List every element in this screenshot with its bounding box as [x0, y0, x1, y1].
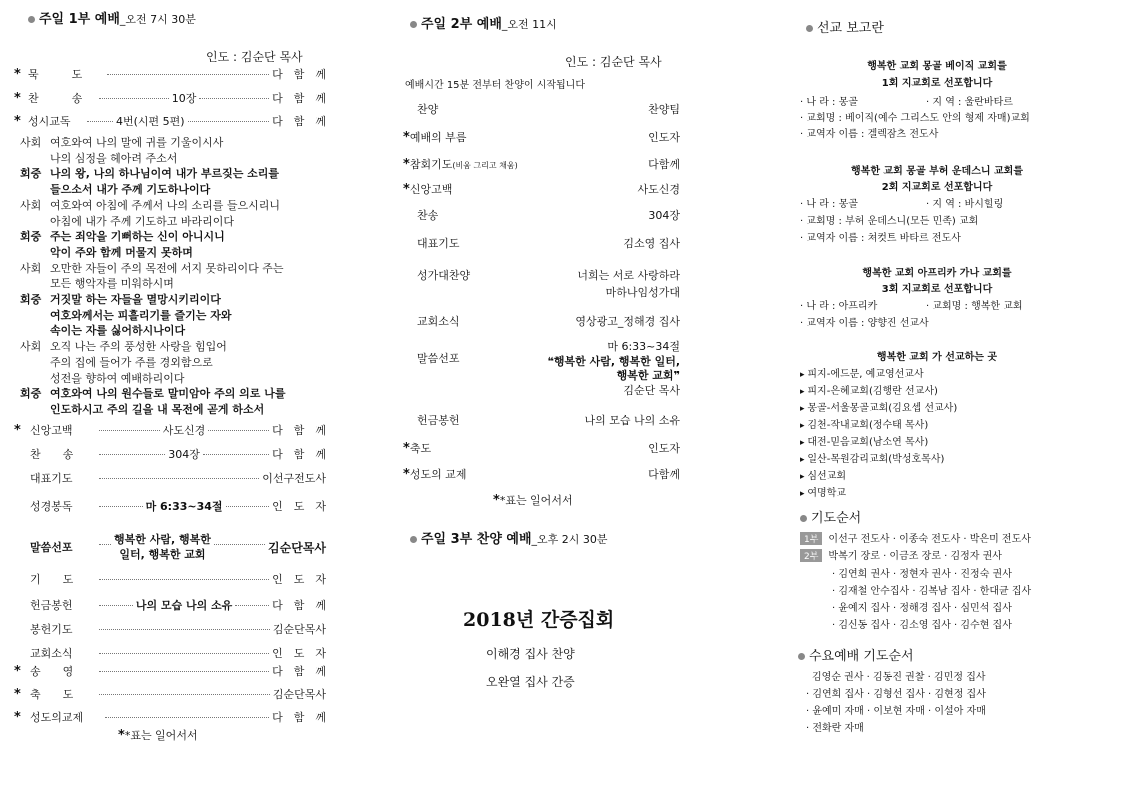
- order-item: [14, 66, 326, 82]
- order-value: 인도자: [648, 131, 680, 144]
- service2-title: 주일 2부 예배: [421, 17, 502, 32]
- order-label: 성도의 교제: [409, 468, 467, 481]
- service2-leader: 인도 : 김순단 목사: [565, 55, 662, 69]
- order-label: 헌금봉헌: [30, 599, 73, 612]
- mission-place: ▸ 일산-목원감리교회(박성호목사): [800, 450, 944, 465]
- order-label: 성가대찬양: [417, 269, 471, 282]
- order-item: [14, 621, 326, 637]
- service3-heading: [410, 528, 608, 547]
- service3-title: 주일 3부 찬양 예배: [421, 532, 532, 547]
- prayer-names: · 김신동 집사 · 김소영 집사 · 김수현 집사: [832, 616, 1012, 631]
- sermon-preacher: 김순단 목사: [623, 383, 680, 397]
- order-label: 헌금봉헌: [417, 414, 460, 427]
- order-item: [14, 686, 326, 702]
- mission-place: ▸ 김천-작내교회(정수태 목사): [800, 416, 928, 431]
- mission-place: ▸ 여명학교: [800, 484, 846, 499]
- order-value: 김순단목사: [268, 540, 326, 555]
- order-label: 말씀선포: [417, 352, 460, 365]
- mission-header: 3회 지교회로 선포합니다: [881, 284, 993, 295]
- order-value: 인도자: [648, 442, 680, 455]
- stand-note: **표는 일어서서: [493, 493, 573, 508]
- order-label: 성시교독: [28, 115, 71, 128]
- order-label: 성도의교제: [30, 711, 84, 724]
- order-value: 김소영 집사: [623, 237, 680, 250]
- bullet-dot-icon: [410, 21, 417, 28]
- wed-prayer-heading: [798, 645, 914, 664]
- mission-place: ▸ 심선교회: [800, 467, 846, 482]
- order-mid: 마 6:33~34절: [145, 500, 223, 513]
- order-item: [14, 571, 326, 587]
- order-mid: 304장: [168, 448, 200, 461]
- reading-text: 오만한 자들이 주의 목전에 서지 못하리이다 주는: [50, 261, 284, 275]
- reading-speaker: 사회: [20, 261, 42, 275]
- sermon-row: [403, 340, 680, 398]
- order-value: 나의 모습 나의 소유: [584, 414, 680, 427]
- choir-song: 너희는 서로 사랑하라: [577, 269, 680, 282]
- service3-time: _오후 2시 30분: [531, 533, 608, 546]
- order-label: 기 도: [30, 573, 74, 586]
- stand-mark: *: [403, 130, 410, 145]
- order-value: 이선구전도사: [262, 472, 326, 485]
- order-label: 대표기도: [30, 472, 73, 485]
- order-label: 신앙고백: [409, 183, 453, 196]
- order-item: [14, 422, 326, 438]
- reading-text: 여호와께서는 피흘리기를 즐기는 자와: [50, 308, 232, 322]
- stand-mark: *: [14, 687, 21, 702]
- offering-row: [403, 412, 680, 428]
- bullet-dot-icon: [798, 653, 805, 660]
- order-label: 축도: [409, 442, 432, 455]
- order-item: [403, 129, 680, 145]
- service1-heading: [28, 8, 196, 27]
- wed-prayer-names: 김영순 권사 · 김동진 권찰 · 김민정 집사: [812, 672, 986, 683]
- order-value: 인 도 자: [272, 500, 327, 513]
- order-label: 송 영: [30, 665, 74, 678]
- responsive-reading: [20, 135, 286, 418]
- prayer-row: [800, 530, 1031, 545]
- reading-text: 여호와여 아침에 주께서 나의 소리를 들으시리니: [50, 198, 281, 212]
- reading-line: [20, 135, 286, 151]
- order-item: [14, 709, 326, 725]
- order-item: [14, 470, 326, 486]
- bullet-dot-icon: [410, 536, 417, 543]
- reading-line: [20, 402, 286, 418]
- order-value: 다 함 께: [272, 448, 327, 461]
- order-item: [14, 597, 326, 613]
- order-mid: 나의 모습 나의 소유: [135, 599, 233, 612]
- reading-text: 성전을 향하여 예배하리이다: [50, 371, 185, 385]
- reading-text: 속이는 자를 싫어하시나이다: [50, 324, 186, 338]
- reading-speaker: 회중: [20, 387, 42, 401]
- reading-line: [20, 276, 286, 292]
- wed-prayer-title: 수요예배 기도순서: [809, 649, 914, 664]
- stand-mark: *: [14, 664, 21, 679]
- praise-note: 예배시간 15분 전부터 찬양이 시작됩니다: [405, 80, 585, 91]
- order-label: 신앙고백: [30, 424, 73, 437]
- stand-mark: *: [14, 67, 21, 82]
- order-item: [14, 498, 326, 514]
- order-item: [403, 207, 680, 223]
- order-value: 다 함 께: [272, 424, 326, 437]
- reading-speaker: 회중: [20, 293, 42, 307]
- mission-place: ▸ 피지-은혜교회(김행란 선교사): [800, 382, 938, 397]
- order-value: 찬양팀: [648, 103, 680, 116]
- order-value: 김순단목사: [272, 623, 326, 636]
- reading-line: [20, 261, 286, 277]
- reading-line: [20, 214, 286, 230]
- order-item: [403, 101, 680, 117]
- mission-detail: · 교회명 : 베이직(예수 그리스도 안의 형제 자매)교회: [800, 109, 1030, 124]
- order-item: [403, 466, 680, 482]
- mission-place: ▸ 대전-믿음교회(남소연 목사): [800, 433, 928, 448]
- reading-text: 주의 집에 들어가 주를 경외함으로: [50, 355, 213, 369]
- mission-detail: · 나 라 : 몽골: [800, 93, 858, 108]
- reading-line: [20, 355, 286, 371]
- service2-heading: [410, 13, 557, 32]
- wed-prayer-names: · 김연희 집사 · 김형선 집사 · 김현정 집사: [806, 685, 986, 700]
- prayer-title: 기도순서: [811, 511, 862, 526]
- order-value: 다함께: [648, 468, 680, 481]
- bullet-dot-icon: [800, 515, 807, 522]
- reading-text: 오직 나는 주의 풍성한 사랑을 힘입어: [50, 340, 227, 354]
- order-label: 교회소식: [30, 647, 73, 660]
- reading-text: 주는 죄악을 기뻐하는 신이 아니시니: [50, 230, 225, 244]
- order-mid: 사도신경: [162, 424, 206, 437]
- order-value: 다 함 께: [272, 92, 327, 105]
- order-label: 찬 송: [28, 92, 83, 105]
- mission-header: 행복한 교회 아프리카 가나 교회를: [862, 268, 1012, 279]
- stand-mark: *: [14, 423, 21, 438]
- reading-text: 인도하시고 주의 길을 내 목전에 곧게 하소서: [50, 402, 265, 416]
- order-item: [14, 663, 326, 679]
- order-value: 다함께: [648, 158, 680, 171]
- reading-speaker: 회중: [20, 230, 42, 244]
- choir-name: 마하나임성가대: [605, 286, 680, 299]
- reading-speaker: 사회: [20, 340, 42, 354]
- mission-header: 1회 지교회로 선포합니다: [881, 78, 993, 89]
- sermon-title: 행복한 사람, 행복한: [114, 533, 211, 546]
- order-item: [14, 532, 326, 562]
- prayer-names: 박복기 장로 · 이금조 장로 · 김정자 권사: [828, 551, 1002, 562]
- order-value: 영상광고_정해경 집사: [575, 315, 680, 328]
- reading-line: [20, 371, 286, 387]
- order-label: 찬 송: [30, 448, 74, 461]
- mission-heading: [806, 17, 884, 36]
- reading-text: 악이 주와 함께 머물지 못하며: [50, 245, 193, 259]
- stand-note-text: *표는 일어서서: [124, 729, 198, 742]
- stand-mark: *: [403, 441, 410, 456]
- mission-list-title: 행복한 교회 가 선교하는 곳: [876, 352, 998, 363]
- order-item: [403, 156, 680, 172]
- order-label: 성경봉독: [30, 500, 73, 513]
- reading-text: 거짓말 하는 자들을 멸망시키리이다: [50, 293, 221, 307]
- order-label: 교회소식: [417, 315, 460, 328]
- reading-line: [20, 386, 286, 402]
- wed-prayer-names: · 전화란 자매: [806, 719, 864, 734]
- event-line: 오완열 집사 간증: [486, 675, 575, 689]
- event-line: 이해경 집사 찬양: [486, 647, 575, 661]
- prayer-names: · 김재철 안수집사 · 김복남 집사 · 한대균 집사: [832, 582, 1031, 597]
- order-label: 묵 도: [28, 68, 83, 81]
- mission-detail: · 나 라 : 몽골: [800, 195, 858, 210]
- order-mid: 4번(시편 5편): [116, 115, 185, 128]
- event-title: 2018년 간증집회: [463, 609, 615, 631]
- order-item: [14, 113, 326, 129]
- reading-text: 나의 심정을 헤아려 주소서: [50, 151, 178, 165]
- mission-detail: · 교역자 이름 : 겔렉잠츠 전도사: [800, 125, 938, 140]
- bullet-dot-icon: [28, 16, 35, 23]
- service2-time: _오전 11시: [501, 18, 557, 31]
- stand-mark: *: [14, 91, 21, 106]
- reading-line: [20, 166, 286, 182]
- stand-mark: *: [14, 114, 21, 129]
- reading-line: [20, 292, 286, 308]
- reading-line: [20, 151, 286, 167]
- order-item: [403, 235, 680, 251]
- order-label: 찬양: [417, 103, 439, 116]
- mission-place: ▸ 몽골-서울몽골교회(김요셉 선교사): [800, 399, 957, 414]
- stand-mark: *: [14, 710, 21, 725]
- order-value: 인 도 자: [272, 573, 326, 586]
- stand-mark: *: [403, 467, 410, 482]
- order-value: 다 함 께: [272, 68, 326, 81]
- bullet-dot-icon: [806, 25, 813, 32]
- choir-row: [403, 267, 680, 301]
- reading-line: [20, 229, 286, 245]
- reading-speaker: 사회: [20, 198, 42, 212]
- mission-detail: · 지 역 : 바시힐링: [926, 195, 1003, 210]
- order-item: [403, 440, 680, 456]
- reading-speaker: 사회: [20, 136, 42, 149]
- news-row: [403, 313, 680, 329]
- wed-prayer-names: · 윤예미 자매 · 이보현 자매 · 이설아 자매: [806, 702, 986, 717]
- order-label: 축 도: [30, 688, 74, 701]
- order-value: 다 함 께: [272, 599, 327, 612]
- mission-title: 선교 보고란: [817, 21, 884, 36]
- prayer-heading: [800, 507, 861, 526]
- order-value: 김순단목사: [272, 688, 326, 701]
- order-value: 다 함 께: [272, 115, 326, 128]
- prayer-names: · 윤예지 집사 · 정해경 집사 · 심민석 집사: [832, 599, 1012, 614]
- order-value: 304장: [648, 209, 680, 222]
- order-label: 찬송: [417, 209, 439, 222]
- reading-line: [20, 323, 286, 339]
- reading-line: [20, 339, 286, 355]
- mission-detail: · 교역자 이름 : 양향진 선교사: [800, 314, 929, 329]
- reading-text: 들으소서 내가 주께 기도하나이다: [50, 183, 211, 197]
- prayer-row: [800, 547, 1002, 562]
- reading-line: [20, 182, 286, 198]
- mission-place: ▸ 피지-에드문, 예교영선교사: [800, 365, 924, 380]
- reading-text: 아침에 내가 주께 기도하고 바라리이다: [50, 214, 235, 228]
- mission-detail: · 교회명 : 행복한 교회: [926, 297, 1023, 312]
- order-label: 대표기도: [417, 237, 460, 250]
- reading-speaker: 회중: [20, 167, 42, 181]
- order-item: [14, 90, 326, 106]
- mission-header: 2회 지교회로 선포합니다: [881, 182, 993, 193]
- order-label-note: (비움 그리고 채움): [452, 161, 518, 170]
- service1-time: _오전 7시 30분: [119, 13, 196, 26]
- order-label: 말씀선포: [30, 541, 73, 554]
- order-label: 봉헌기도: [30, 623, 73, 636]
- order-value: 인 도 자: [272, 647, 326, 660]
- mission-detail: · 교역자 이름 : 쳐컷트 바타르 전도사: [800, 229, 961, 244]
- order-item: [14, 645, 326, 661]
- mission-detail: · 지 역 : 울란바타르: [926, 93, 1013, 108]
- mission-detail: · 교회명 : 부허 운데스니(모든 민족) 교회: [800, 212, 978, 227]
- service-tag: 1부: [800, 532, 822, 545]
- stand-note-text: *표는 일어서서: [499, 494, 573, 507]
- service1-title: 주일 1부 예배: [39, 12, 120, 27]
- service-tag: 2부: [800, 549, 822, 562]
- stand-mark: *: [403, 182, 410, 197]
- reading-line: [20, 245, 286, 261]
- stand-note: **표는 일어서서: [118, 728, 198, 743]
- order-value: 다 함 께: [272, 711, 326, 724]
- order-label: 예배의 부름: [409, 131, 467, 144]
- mission-header: 행복한 교회 몽골 베이직 교회를: [867, 61, 1007, 72]
- reading-text: 여호와여 나의 말에 귀를 기울이시사: [50, 136, 224, 149]
- mission-detail: · 나 라 : 아프리카: [800, 297, 877, 312]
- sermon-title: 일터, 행복한 교회: [119, 548, 206, 561]
- sermon-title: ❝행복한 사람, 행복한 일터,: [547, 354, 680, 368]
- prayer-names: · 김연희 권사 · 정현자 권사 · 진정숙 권사: [832, 565, 1012, 580]
- order-value: 사도신경: [637, 183, 680, 196]
- reading-text: 여호와여 나의 원수들로 말미암아 주의 의로 나를: [50, 387, 286, 401]
- order-item: [403, 181, 680, 197]
- sermon-title: 행복한 교회❞: [616, 369, 680, 382]
- order-item: [14, 446, 326, 462]
- stand-mark: *: [403, 157, 410, 172]
- service1-leader: 인도 : 김순단 목사: [206, 50, 303, 64]
- reading-text: 나의 왕, 나의 하나님이여 내가 부르짖는 소리를: [50, 167, 280, 181]
- sermon-reference: 마 6:33~34절: [607, 340, 680, 353]
- reading-line: [20, 308, 286, 324]
- order-label: 참회기도: [409, 158, 453, 171]
- order-value: 다 함 께: [272, 665, 326, 678]
- order-mid: 10장: [171, 92, 197, 105]
- reading-text: 모든 행악자를 미워하시며: [50, 277, 174, 291]
- mission-header: 행복한 교회 몽골 부허 운데스니 교회를: [851, 166, 1023, 177]
- prayer-names: 이선구 전도사 · 이종숙 전도사 · 박은미 전도사: [828, 534, 1031, 545]
- reading-line: [20, 198, 286, 214]
